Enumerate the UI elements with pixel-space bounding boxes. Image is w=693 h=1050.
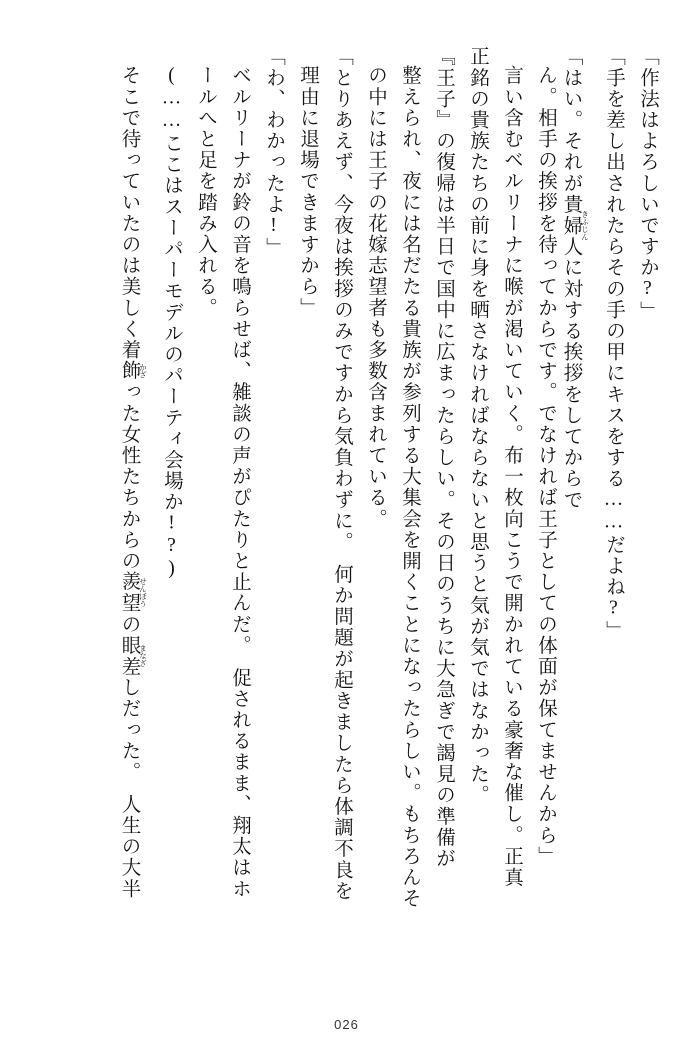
ruby-kifujin: 貴婦人 きふじん	[560, 193, 590, 258]
text-line: 『王子』の復帰は半日で国中に広まったらしい。その日のうちに大急ぎで謁見の準備が	[433, 46, 454, 869]
vertical-text-block	[36, 46, 657, 976]
text-line: 「作法はよろしいですか?」	[637, 46, 658, 322]
text-line: ん。相手の挨拶を待ってからです。でなければ王子としての体面が保てませんから」	[535, 65, 556, 867]
text-line: 「わ、わかったよ!」	[263, 46, 284, 259]
text-line: 言い含むベルリーナに喉が渇いていく。布一枚向こうで開かれている豪奢な催し。正真	[501, 65, 522, 888]
page-number: 026	[334, 1017, 359, 1032]
ruby-manazashi: 眼差 まなざ	[118, 634, 148, 677]
text-line: 整えられ、夜には名だたる貴族が参列する大集会を開くことになったらしい。もちろんそ	[399, 65, 420, 909]
text-line: 正銘の貴族たちの前に身を晒さなければならないと思うと気が気ではなかった。	[467, 46, 488, 806]
text-line: そこで待っていたのは美しく着飾 かざった女性たちからの羨望 せんぼうの眼差 まなざしだった。 人生の大半	[118, 65, 148, 900]
ruby-senbou: 羨望 せんぼう	[118, 571, 148, 614]
text-line: ベルリーナが鈴の音を鳴らせば、雑談の声がぴたりと止んだ。 促されるまま、翔太はホ	[229, 65, 250, 900]
text-line: 「手を差し出されたらその手の甲にキスをする……だよね?」	[603, 46, 624, 642]
text-line: 「とりあえず、今夜は挨拶のみですから気負わずに。 何か問題が起きましたら体調不良を	[331, 46, 352, 902]
text-line: ールへと足を踏み入れる。	[195, 65, 216, 319]
text-line: 理由に退場できますから」	[297, 65, 318, 319]
text-line: 「はい。それが貴婦人 きふじんに対する挨拶をしてからで	[560, 46, 590, 511]
text-line: の中には王子の花嫁志望者も多数含まれている。	[365, 65, 386, 530]
ruby-kazari: 飾 かざ	[118, 360, 148, 382]
text-line: (……ここはスーパーモデルのパーティ会場か!?)	[161, 65, 182, 581]
